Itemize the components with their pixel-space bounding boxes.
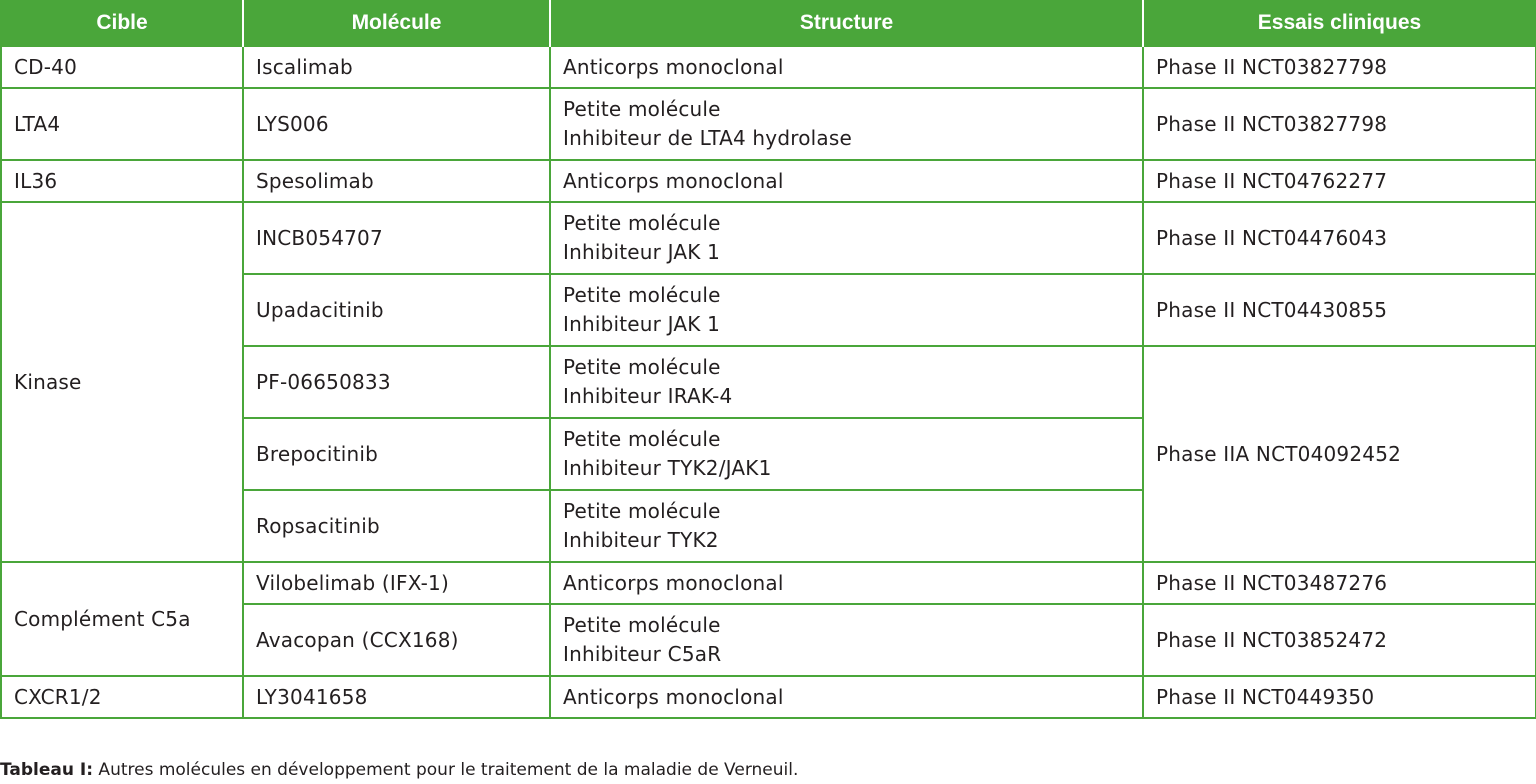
structure-line: Petite molécule (563, 211, 721, 235)
structure-line: Inhibiteur de LTA4 hydrolase (563, 126, 852, 150)
cell-cible: LTA4 (1, 88, 243, 160)
structure-line: Anticorps monoclonal (563, 570, 784, 595)
cell-molecule: Iscalimab (243, 46, 550, 88)
structure-line: Inhibiteur C5aR (563, 642, 722, 666)
cell-cible: CD-40 (1, 46, 243, 88)
header-cible: Cible (1, 0, 243, 46)
cell-cible: IL36 (1, 160, 243, 202)
table-row (1, 88, 1536, 160)
cell-molecule: Spesolimab (243, 160, 550, 202)
cell-molecule: INCB054707 (243, 202, 550, 274)
table-row (1, 160, 1536, 202)
cell-structure (550, 490, 1143, 562)
structure-line: Petite molécule (563, 283, 721, 307)
cell-molecule: Brepocitinib (243, 418, 550, 490)
cell-essai: Phase II NCT04430855 (1143, 274, 1536, 346)
cell-molecule: Vilobelimab (IFX-1) (243, 562, 550, 604)
structure-line: Inhibiteur JAK 1 (563, 312, 721, 336)
cell-structure (550, 676, 1143, 718)
cell-structure (550, 418, 1143, 490)
table-row (1, 202, 1536, 274)
cell-essai: Phase II NCT03827798 (1143, 88, 1536, 160)
table-row (1, 46, 1536, 88)
cell-structure (550, 88, 1143, 160)
structure-line: Anticorps monoclonal (563, 684, 784, 709)
header-molecule: Molécule (243, 0, 550, 46)
cell-essai: Phase IIA NCT04092452 (1143, 346, 1536, 562)
structure-line: Inhibiteur TYK2/JAK1 (563, 456, 772, 480)
table-row (1, 562, 1536, 604)
caption-text: Autres molécules en développement pour le traitement de la maladie de Verneuil. (93, 760, 799, 780)
structure-line: Anticorps monoclonal (563, 54, 784, 79)
cell-essai: Phase II NCT04762277 (1143, 160, 1536, 202)
cell-essai: Phase II NCT03852472 (1143, 604, 1536, 676)
cell-structure (550, 202, 1143, 274)
cell-molecule: Upadacitinib (243, 274, 550, 346)
cell-structure (550, 604, 1143, 676)
cell-essai: Phase II NCT04476043 (1143, 202, 1536, 274)
cell-structure (550, 346, 1143, 418)
cell-cible: CXCR1/2 (1, 676, 243, 718)
cell-structure (550, 562, 1143, 604)
header-structure: Structure (550, 0, 1143, 46)
cell-structure (550, 274, 1143, 346)
structure-line: Inhibiteur IRAK-4 (563, 384, 733, 408)
cell-molecule: PF-06650833 (243, 346, 550, 418)
cell-cible: Kinase (1, 202, 243, 562)
caption-label: Tableau I: (0, 760, 94, 780)
cell-molecule: LY3041658 (243, 676, 550, 718)
structure-line: Petite molécule (563, 355, 721, 379)
structure-line: Petite molécule (563, 499, 721, 523)
cell-essai: Phase II NCT03487276 (1143, 562, 1536, 604)
table-row (1, 676, 1536, 718)
table-caption (0, 760, 798, 780)
cell-structure (550, 46, 1143, 88)
structure-line: Petite molécule (563, 97, 721, 121)
structure-line: Inhibiteur TYK2 (563, 528, 719, 552)
header-essais: Essais cliniques (1143, 0, 1536, 46)
cell-molecule: Avacopan (CCX168) (243, 604, 550, 676)
cell-essai: Phase II NCT0449350 (1143, 676, 1536, 718)
structure-line: Petite molécule (563, 613, 721, 637)
cell-molecule: Ropsacitinib (243, 490, 550, 562)
cell-molecule: LYS006 (243, 88, 550, 160)
cell-structure (550, 160, 1143, 202)
structure-line: Petite molécule (563, 427, 721, 451)
structure-line: Inhibiteur JAK 1 (563, 240, 721, 264)
cell-essai: Phase II NCT03827798 (1143, 46, 1536, 88)
table-header-row (1, 0, 1536, 46)
cell-cible: Complément C5a (1, 562, 243, 676)
structure-line: Anticorps monoclonal (563, 168, 784, 193)
